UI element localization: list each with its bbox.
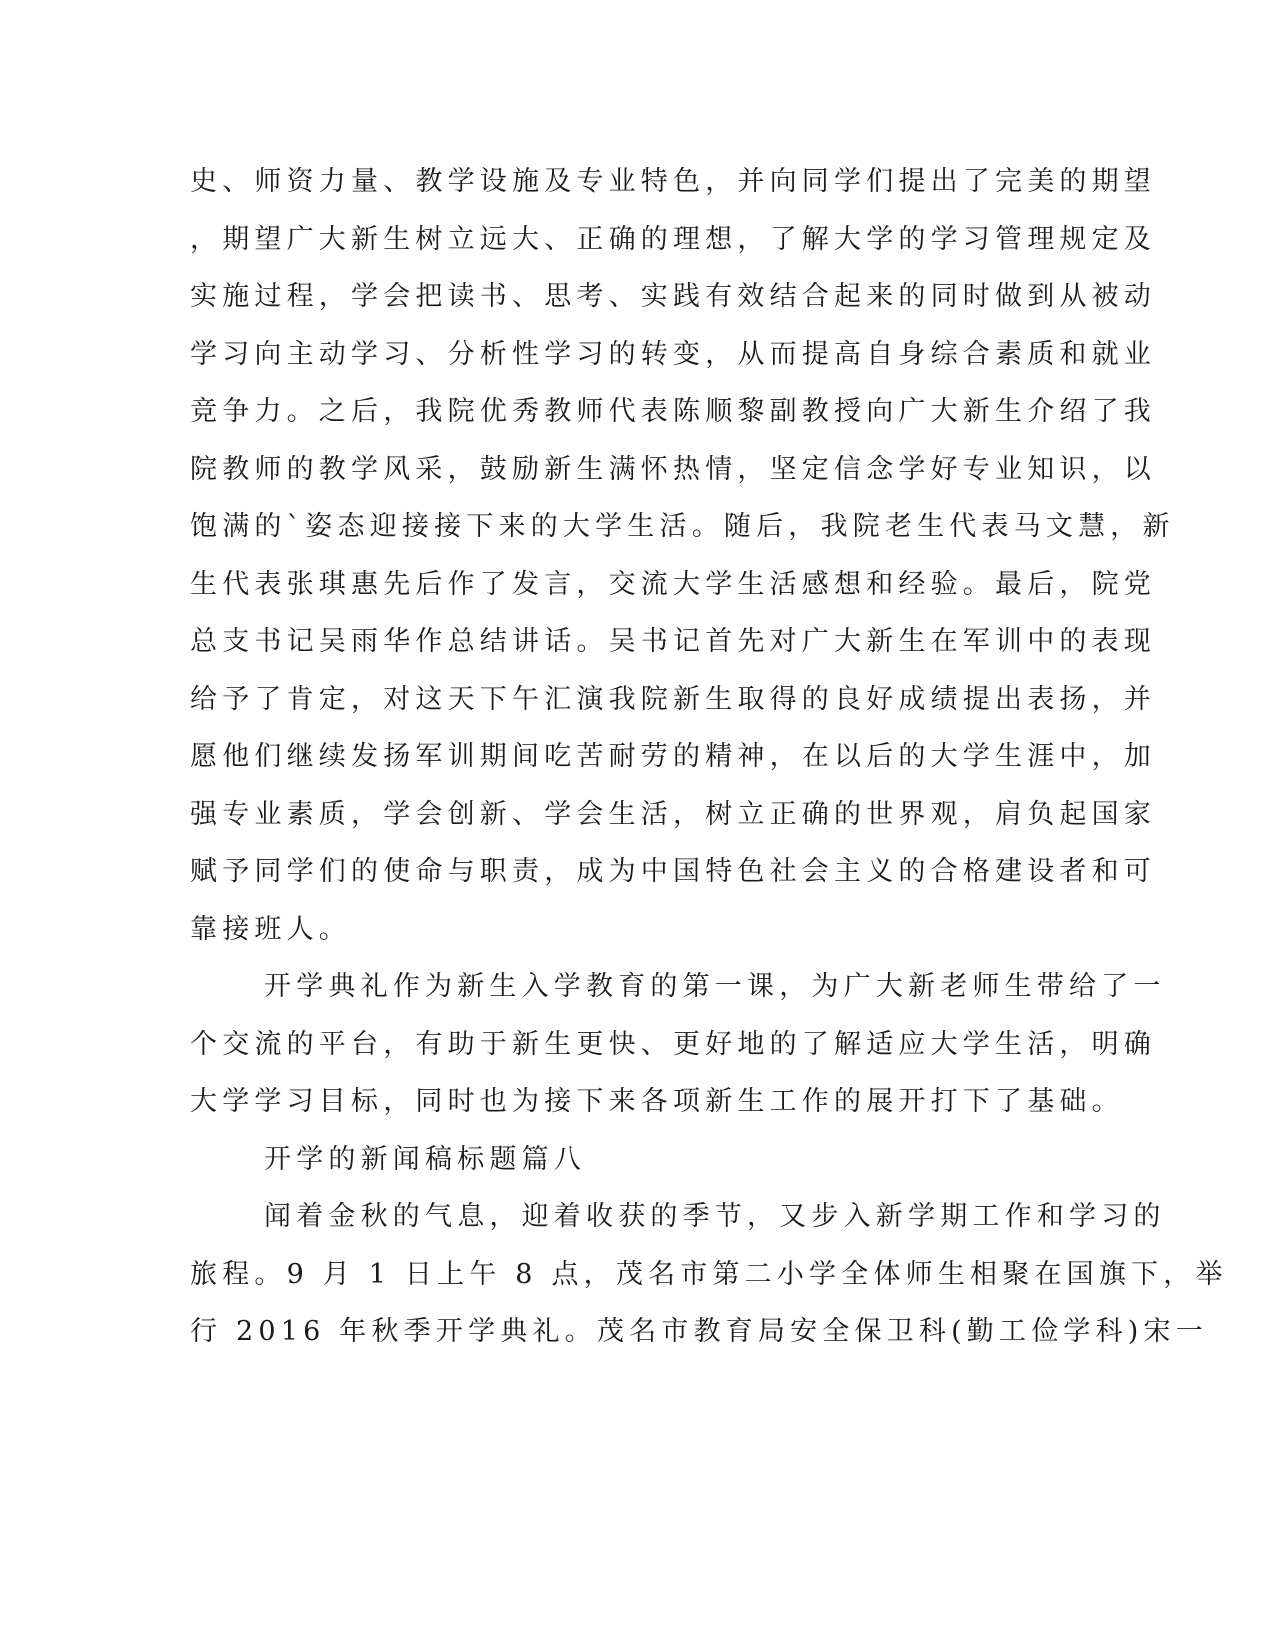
text-line: 院教师的教学风采，鼓励新生满怀热情，坚定信念学好专业知识，以 <box>190 454 1156 485</box>
text-line: 学习向主动学习、分析性学习的转变，从而提高自身综合素质和就业 <box>190 339 1156 370</box>
text-line: 行 2016 年秋季开学典礼。茂名市教育局安全保卫科(勤工俭学科)宋一 <box>190 1316 1208 1347</box>
paragraph-first-line: 开学典礼作为新生入学教育的第一课，为广大新老师生带给了一 <box>264 971 1166 1002</box>
section-heading: 开学的新闻稿标题篇八 <box>264 1144 586 1175</box>
text-line: 个交流的平台，有助于新生更快、更好地的了解适应大学生活，明确 <box>190 1029 1156 1060</box>
text-line: 靠接班人。 <box>190 914 351 945</box>
text-line: ，期望广大新生树立远大、正确的理想，了解大学的学习管理规定及 <box>190 224 1156 255</box>
text-line: 总支书记吴雨华作总结讲话。吴书记首先对广大新生在军训中的表现 <box>190 626 1156 657</box>
text-line: 饱满的`姿态迎接接下来的大学生活。随后，我院老生代表马文慧，新 <box>190 511 1175 542</box>
text-line: 赋予同学们的使命与职责，成为中国特色社会主义的合格建设者和可 <box>190 856 1156 887</box>
text-line: 史、师资力量、教学设施及专业特色，并向同学们提出了完美的期望 <box>190 166 1156 197</box>
text-line: 大学学习目标，同时也为接下来各项新生工作的展开打下了基础。 <box>190 1086 1124 1117</box>
text-line: 给予了肯定，对这天下午汇演我院新生取得的良好成绩提出表扬，并 <box>190 684 1156 715</box>
text-line: 竞争力。之后，我院优秀教师代表陈顺黎副教授向广大新生介绍了我 <box>190 396 1156 427</box>
paragraph-first-line: 闻着金秋的气息，迎着收获的季节，又步入新学期工作和学习的 <box>264 1201 1166 1232</box>
text-line: 强专业素质，学会创新、学会生活，树立正确的世界观，肩负起国家 <box>190 799 1156 830</box>
text-line: 愿他们继续发扬军训期间吃苦耐劳的精神，在以后的大学生涯中，加 <box>190 741 1156 772</box>
text-line: 生代表张琪惠先后作了发言，交流大学生活感想和经验。最后，院党 <box>190 569 1156 600</box>
text-line: 实施过程，学会把读书、思考、实践有效结合起来的同时做到从被动 <box>190 281 1156 312</box>
text-line: 旅程。9 月 1 日上午 8 点，茂名市第二小学全体师生相聚在国旗下，举 <box>190 1259 1228 1290</box>
